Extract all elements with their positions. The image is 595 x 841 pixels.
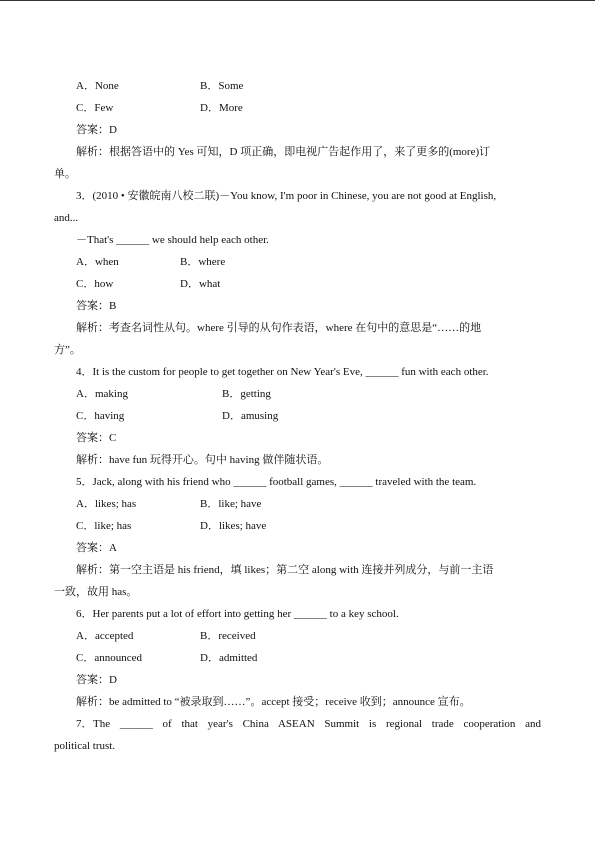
q2-option-b: B．Some [200,80,244,92]
q6-option-a: A．accepted [76,630,134,642]
q5-answer: 答案：A [76,542,117,554]
q4-option-b: B．getting [222,388,271,400]
q5-explanation-line1: 解析：第一空主语是 his friend，填 likes；第二空 along with 连接并列成分，与前一主语 [76,564,494,576]
q4-explanation: 解析：have fun 玩得开心。句中 having 做伴随状语。 [76,454,329,466]
q4-stem: 4．It is the custom for people to get together on New Year's Eve, ______ fun with each other. [76,366,489,378]
top-border [0,0,595,1]
q2-option-d: D．More [200,102,243,114]
q3-option-a: A．when [76,256,119,268]
q5-stem: 5．Jack, along with his friend who ______ football games, ______ traveled with the team. [76,476,477,488]
q5-explanation-line2: 一致，故用 has。 [54,586,138,598]
q3-explanation-line2: 方”。 [54,344,81,356]
q3-option-c: C．how [76,278,114,290]
q2-explanation-line1: 解析：根据答语中的 Yes 可知，D 项正确，即电视广告起作用了，来了更多的(more)订 [76,146,491,158]
q5-option-d: D．likes; have [200,520,267,532]
q2-answer: 答案：D [76,124,117,136]
q3-answer: 答案：B [76,300,117,312]
q2-option-a: A．None [76,80,119,92]
q4-option-c: C．having [76,410,125,422]
q3-stem-line3: －That's ______ we should help each other. [76,234,269,246]
q6-explanation: 解析：be admitted to “被录取到……”。accept 接受；receive 收到；announce 宣布。 [76,696,471,708]
q4-option-a: A．making [76,388,128,400]
q3-option-d: D．what [180,278,221,290]
q7-stem-line2: political trust. [54,740,116,752]
q6-option-b: B．received [200,630,256,642]
q5-option-c: C．like; has [76,520,132,532]
q3-explanation-line1: 解析：考查名词性从句。where 引导的从句作表语，where 在句中的意思是“……的地 [76,322,482,334]
q2-option-c: C．Few [76,102,114,114]
q7-stem-line1: The ______ of that year's China ASEAN Summit is regional trade cooperation and [93,718,541,730]
q5-option-b: B．like; have [200,498,262,510]
q2-explanation-line2: 单。 [54,168,76,180]
q7-number: 7． [76,718,93,730]
q6-answer: 答案：D [76,674,117,686]
q6-option-d: D．admitted [200,652,258,664]
q5-option-a: A．likes; has [76,498,137,510]
q6-option-c: C．announced [76,652,142,664]
q4-option-d: D．amusing [222,410,279,422]
q6-stem: 6．Her parents put a lot of effort into getting her ______ to a key school. [76,608,399,620]
q4-answer: 答案：C [76,432,117,444]
q3-stem-line2: and... [54,212,79,224]
q3-option-b: B．where [180,256,226,268]
q3-stem-line1: 3．(2010 • 安徽皖南八校二联)－You know, I'm poor in Chinese, you are not good at English, [76,190,497,202]
